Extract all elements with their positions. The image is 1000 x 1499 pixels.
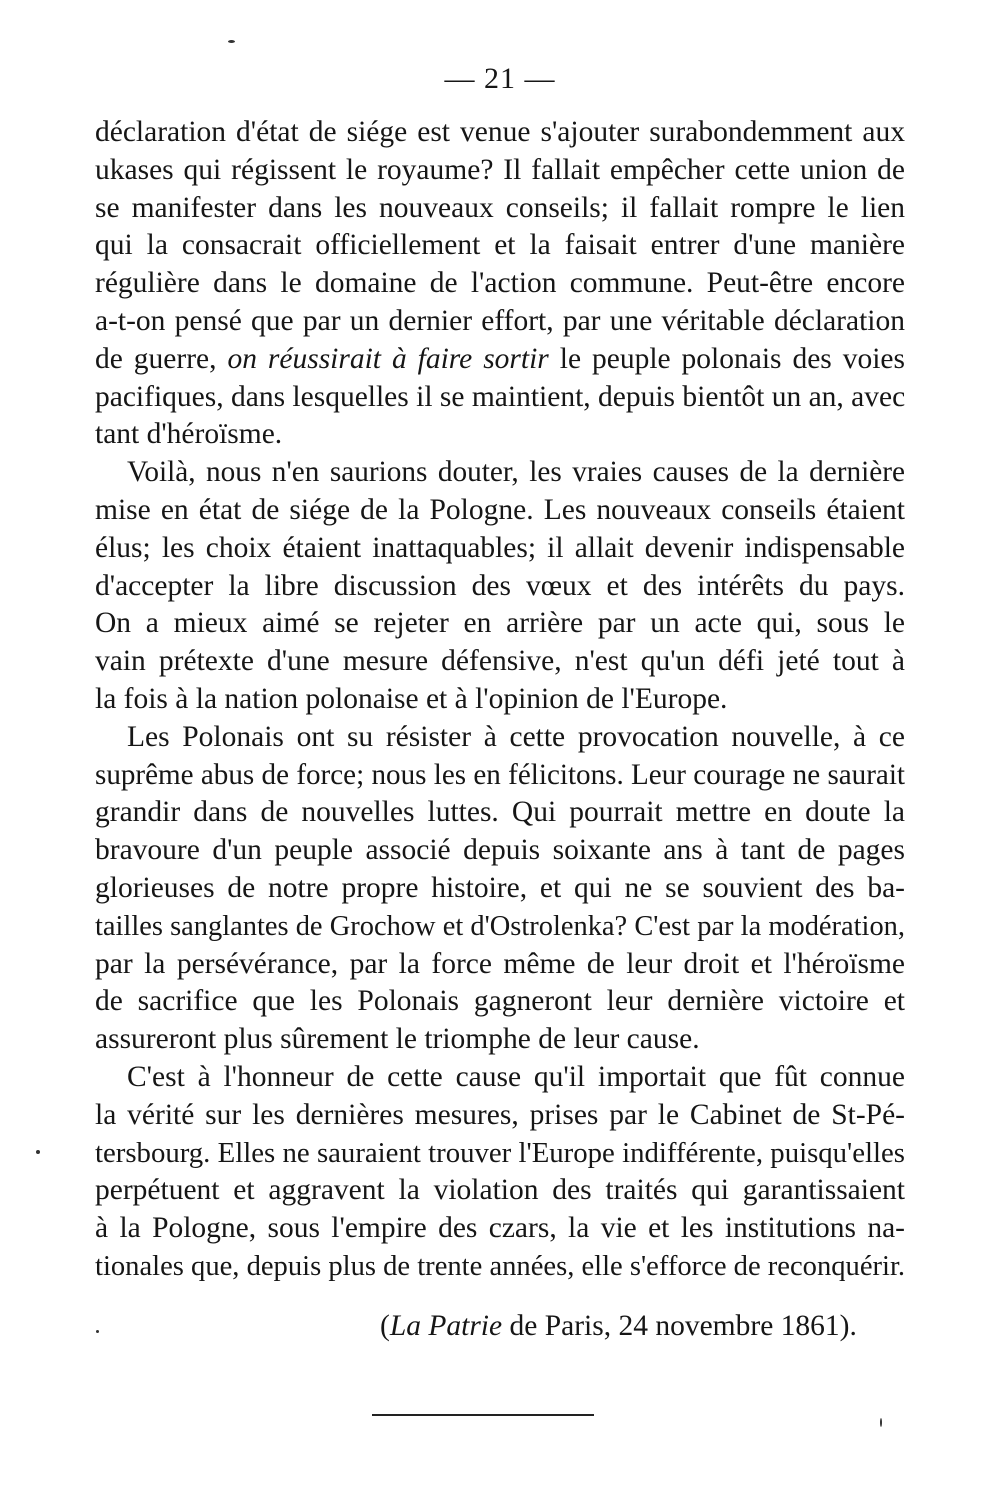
text-line: régulière dans le domaine de l'action commune. Peut-être encore — [95, 267, 905, 300]
text-line: élus; les choix étaient inattaquables; il allait devenir indispensable — [95, 531, 905, 564]
print-speck — [96, 1330, 99, 1333]
text-line: Voilà, nous n'en saurions douter, les vraies causes de la dernière — [127, 456, 905, 489]
paragraph-3 — [95, 719, 905, 1059]
text-segment: de guerre, — [95, 342, 228, 375]
text-line: mise en état de siége de la Pologne. Les nouveaux conseils étaient — [95, 493, 905, 526]
text-line: par la persévérance, par la force même de leur droit et l'héroïsme — [95, 947, 905, 980]
text-line-mixed — [95, 341, 905, 379]
text-line: à la Pologne, sous l'empire des czars, la vie et les institutions na- — [95, 1212, 905, 1245]
text-line: se manifester dans les nouveaux conseils; il fallait rompre le lien — [95, 191, 905, 224]
text-segment: le peuple polonais des voies — [548, 342, 906, 375]
text-line: vain prétexte d'une mesure défensive, n'est qu'un défi jeté tout à — [95, 645, 905, 678]
body-text — [95, 114, 905, 1286]
text-line: ukases qui régissent le royaume? Il fallait empêcher cette union de — [95, 153, 905, 186]
text-line: grandir dans de nouvelles luttes. Qui pourrait mettre en doute la — [95, 796, 905, 829]
print-speck — [228, 40, 235, 43]
text-line: On a mieux aimé se rejeter en arrière par un acte qui, sous le — [95, 607, 905, 640]
text-line: déclaration d'état de siége est venue s'ajouter surabondemment aux — [95, 116, 905, 148]
text-line: qui la consacrait officiellement et la faisait entrer d'une manière — [95, 229, 905, 262]
text-line: assureront plus sûrement le triomphe de leur cause. — [95, 1023, 700, 1056]
closing-rule — [372, 1414, 594, 1416]
text-line: bravoure d'un peuple associé depuis soixante ans à tant de pages — [95, 834, 905, 867]
text-line: a-t-on pensé que par un dernier effort, par une véritable déclaration — [95, 304, 905, 337]
paragraph-4 — [95, 1059, 905, 1286]
print-speck — [36, 1150, 40, 1154]
publication-title: La Patrie — [389, 1310, 503, 1342]
italic-phrase: on réussirait à faire sortir — [227, 342, 549, 375]
text-line: perpétuent et aggravent la violation des traités qui garantissaient — [95, 1174, 905, 1207]
source-citation — [380, 1310, 900, 1343]
text-line: glorieuses de notre propre histoire, et qui ne se souvient des ba- — [95, 871, 905, 904]
text-line: pacifiques, dans lesquelles il se maintient, depuis bientôt un an, avec — [95, 380, 906, 413]
text-line: tant d'héroïsme. — [95, 418, 283, 451]
text-line: tersbourg. Elles ne sauraient trouver l'Europe indifférente, puisqu'elles — [95, 1136, 905, 1169]
citation-rest: de Paris, 24 novembre 1861). — [502, 1310, 857, 1342]
text-line: la fois à la nation polonaise et à l'opinion de l'Europe. — [95, 682, 728, 715]
print-speck — [880, 1418, 882, 1427]
text-line: Les Polonais ont su résister à cette provocation nouvelle, à ce — [127, 720, 905, 753]
text-line: tailles sanglantes de Grochow et d'Ostrolenka? C'est par la modération, — [95, 910, 905, 942]
text-line: de sacrifice que les Polonais gagneront leur dernière victoire et — [95, 985, 905, 1018]
paragraph-1 — [95, 114, 905, 454]
text-line: d'accepter la libre discussion des vœux et des intérêts du pays. — [95, 569, 905, 602]
text-line: suprême abus de force; nous les en félicitons. Leur courage ne saurait — [95, 758, 905, 791]
text-line: la vérité sur les dernières mesures, prises par le Cabinet de St-Pé- — [95, 1098, 905, 1131]
text-line: tionales que, depuis plus de trente années, elle s'efforce de reconquérir. — [95, 1250, 906, 1282]
paragraph-2 — [95, 454, 905, 719]
text-line: C'est à l'honneur de cette cause qu'il importait que fût connue — [127, 1060, 905, 1093]
citation-open: ( — [380, 1310, 390, 1342]
page-number: — 21 — — [444, 62, 556, 95]
